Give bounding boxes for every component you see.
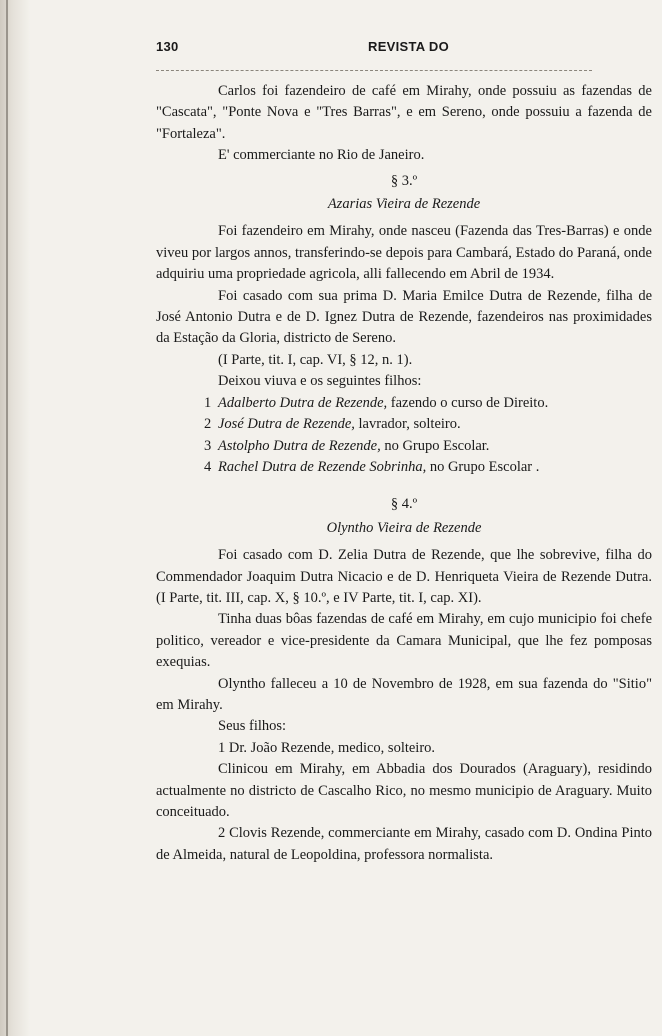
list-item: 1 Adalberto Dutra de Rezende, fazendo o curso de Direito.	[204, 394, 549, 411]
section-mark-4: § 4.º	[390, 496, 418, 513]
section-title-4: Olyntho Vieira de Rezende	[326, 519, 482, 536]
paragraph-reference: (I Parte, tit. I, cap. VI, § 12, n. 1).	[218, 351, 413, 368]
book-binding-shadow	[0, 0, 30, 1036]
paragraph-clovis: 2 Clovis Rezende, commerciante em Mirahy, casado com D. Ondina Pinto de Almeida, natural de Leopoldina, professora normalista.	[156, 825, 652, 863]
book-page	[156, 36, 652, 866]
running-title: REVISTA DO	[368, 39, 450, 54]
section-mark-3: § 3.º	[390, 172, 418, 189]
paragraph-zelia: Foi casado com D. Zelia Dutra de Rezende, que lhe sobrevive, filha do Commendador Joaquim Dutra Nicacio e de D. Henriqueta Vieira de Rezende Dutra. (I Parte, tit. III, cap. X, § 10.º, e IV Parte, tit. I, cap. XI).	[156, 547, 652, 606]
header-rule	[156, 70, 592, 71]
paragraph-fazendas: Tinha duas bôas fazendas de café em Mirahy, em cujo municipio foi chefe politico, vereador e vice-presidente da Camara Municipal, que lhe fez pomposas exequias.	[156, 611, 652, 671]
list-item: 3 Astolpho Dutra de Rezende, no Grupo Escolar.	[204, 437, 490, 454]
paragraph-deixou: Deixou viuva e os seguintes filhos:	[218, 373, 422, 390]
binding-edge	[6, 0, 8, 1036]
paragraph-joao: 1 Dr. João Rezende, medico, solteiro.	[218, 739, 436, 756]
children-list-3	[156, 393, 652, 479]
paragraph-fazendeiro: Foi fazendeiro em Mirahy, onde nasceu (Fazenda das Tres-Barras) e onde viveu por largos annos, transferindo-se depois para Cambará, Estado do Paraná, onde adquiriu uma propriedade agricola, alli fallecendo em Abril de 1934.	[156, 223, 652, 283]
page-number: 130	[156, 39, 179, 54]
paragraph-commerciante: E' commerciante no Rio de Janeiro.	[218, 147, 425, 164]
paragraph-casado: Foi casado com sua prima D. Maria Emilce Dutra de Rezende, filha de José Antonio Dutra e de D. Ignez Dutra de Rezende, fazendeiros nas proximidades da Estação da Gloria, districto de Sereno.	[156, 287, 652, 347]
paragraph-falleceu: Olyntho falleceu a 10 de Novembro de 1928, em sua fazenda do "Sitio" em Mirahy.	[156, 675, 652, 713]
page-header	[156, 36, 652, 70]
paragraph-filhos: Seus filhos:	[218, 718, 287, 735]
list-item: 4 Rachel Dutra de Rezende Sobrinha, no Grupo Escolar .	[204, 458, 540, 475]
list-item: 2 José Dutra de Rezende, lavrador, solteiro.	[204, 416, 461, 433]
section-title-3: Azarias Vieira de Rezende	[327, 196, 481, 213]
paragraph-carlos: Carlos foi fazendeiro de café em Mirahy, onde possuiu as fazendas de "Cascata", "Ponte Nova e "Tres Barras", e em Sereno, onde possuiu a fazenda de "Fortaleza".	[156, 83, 652, 142]
paragraph-clinicou: Clinicou em Mirahy, em Abbadia dos Dourados (Araguary), residindo actualmente no districto de Cascalho Rico, no mesmo municipio de Araguary. Muito conceituado.	[156, 761, 652, 820]
